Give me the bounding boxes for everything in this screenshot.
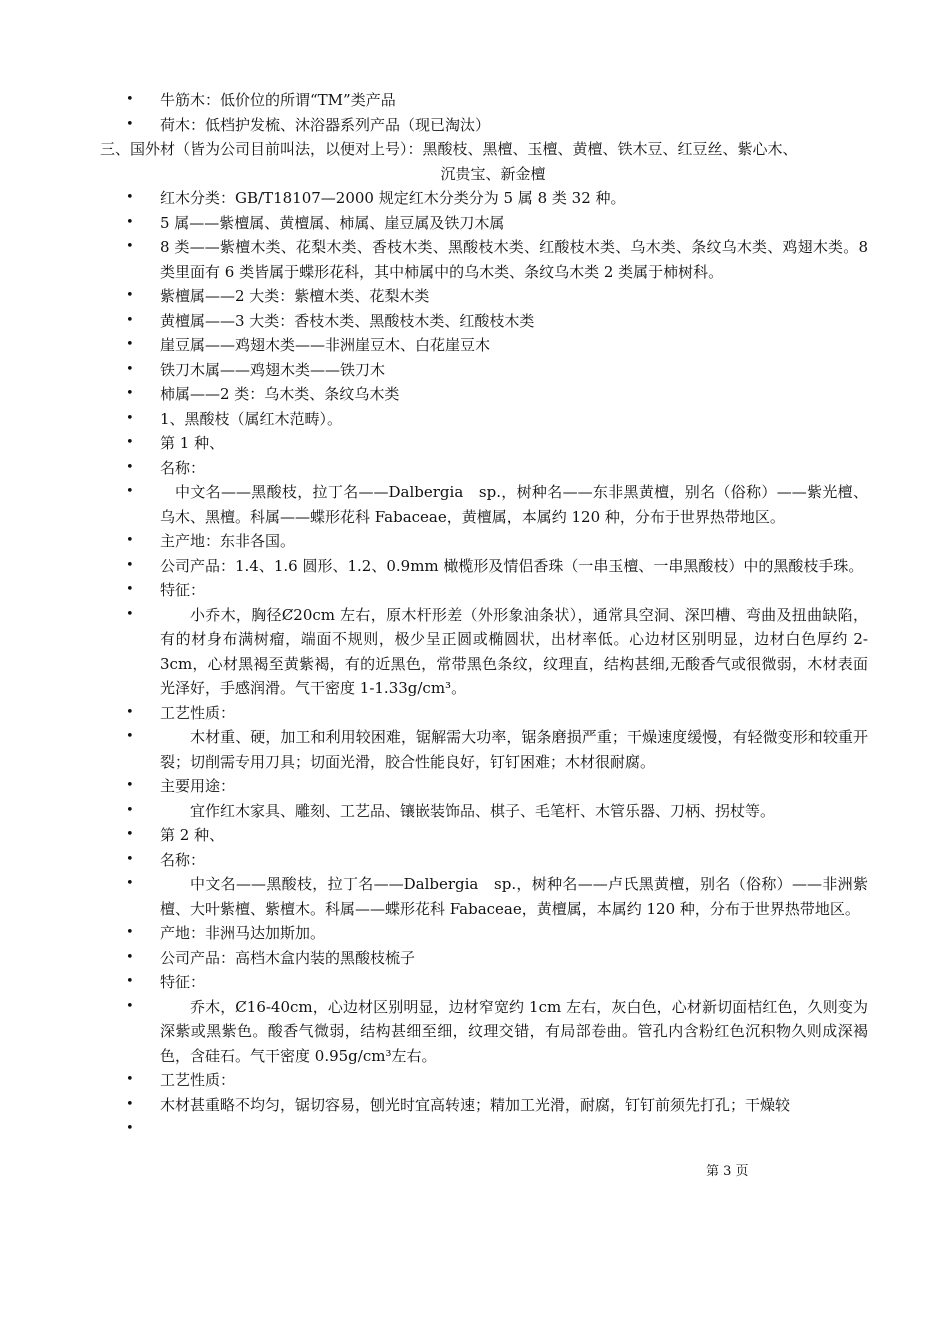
list-item xyxy=(120,921,868,946)
list-item-text: 红木分类：GB/T18107—2000 规定红木分类分为 5 属 8 类 32 种。 xyxy=(160,189,626,207)
list-item-text: 名称： xyxy=(160,850,206,869)
list-item xyxy=(120,725,868,774)
bullet-icon: • xyxy=(126,410,134,426)
list-item xyxy=(120,578,868,603)
list-item xyxy=(120,88,868,113)
list-item xyxy=(120,603,868,701)
bullet-icon: • xyxy=(126,386,134,401)
list-item-text: 铁刀木属——鸡翅木类——铁刀木 xyxy=(160,360,386,379)
list-item xyxy=(120,1068,868,1093)
list-item-text: 中文名——黑酸枝，拉丁名——Dalbergia sp.，树种名——卢氏黑黄檀，别名（俗称）——非洲紫檀、大叶紫檀、紫檀木。科属——蝶形花科 Fabaceae，黄檀属，本属约 120 种，分布于世界热带地区。 xyxy=(160,875,868,918)
bullet-icon: • xyxy=(126,288,134,303)
list-item xyxy=(120,946,868,971)
list-item xyxy=(120,211,868,236)
list-item xyxy=(120,799,868,824)
bullet-icon: • xyxy=(126,557,134,573)
list-item-text: 宜作红木家具、雕刻、工艺品、镶嵌装饰品、棋子、毛笔杆、木管乐器、刀柄、拐杖等。 xyxy=(190,801,776,820)
bullet-icon: • xyxy=(126,949,134,965)
list-item xyxy=(120,284,868,309)
list-item-text: 公司产品：1.4、1.6 圆形、1.2、0.9mm 橄榄形及情侣香珠（一串玉檀、一串黑酸枝）中的黑酸枝手珠。 xyxy=(160,556,864,575)
bullet-icon: • xyxy=(126,1096,134,1112)
bullet-icon: • xyxy=(126,974,134,989)
list-item xyxy=(120,529,868,554)
list-item-text: 工艺性质： xyxy=(160,703,236,722)
list-item xyxy=(120,333,868,358)
list-item xyxy=(120,774,868,799)
bullet-icon: • xyxy=(126,116,134,132)
bullet-icon: • xyxy=(126,361,134,377)
bullet-icon: • xyxy=(126,729,134,744)
list-item xyxy=(120,309,868,334)
list-item xyxy=(120,358,868,383)
list-item-text: 紫檀属——2 大类：紫檀木类、花梨木类 xyxy=(160,287,430,305)
list-item xyxy=(120,848,868,873)
list-item xyxy=(120,554,868,579)
list-item-text: 柿属——2 类：乌木类、条纹乌木类 xyxy=(160,385,400,403)
bullet-icon: • xyxy=(126,312,134,328)
list-item xyxy=(120,995,868,1069)
bullet-icon: • xyxy=(126,925,134,940)
list-item-text: 牛筋木：低价位的所谓“TM”类产品 xyxy=(160,91,396,109)
section-heading-line: 沉贵宝、新金檀 xyxy=(440,164,546,183)
bullet-icon: • xyxy=(126,704,134,720)
list-item xyxy=(120,186,868,211)
list-item-text: 特征： xyxy=(160,973,206,991)
list-item-text: 第 1 种、 xyxy=(160,434,225,452)
bullet-icon: • xyxy=(126,582,134,597)
bullet-icon: • xyxy=(126,484,134,499)
list-item xyxy=(120,382,868,407)
bullet-icon: • xyxy=(126,802,134,818)
list-item-text: 乔木，Ȼ16-40cm，心边材区别明显，边材窄宽约 1cm 左右，灰白色，心材新切面桔红色，久则变为深紫或黑紫色。酸香气微弱，结构甚细至细，纹理交错，有局部卷曲。管孔内含粉红色沉积物久则成深褐色，含硅石。气干密度 0.95g/cm³左右。 xyxy=(160,997,868,1065)
list-item-text: 木材甚重略不均匀，锯切容易，刨光时宜高转速；精加工光滑，耐腐，钉钉前须先打孔；干燥较 xyxy=(160,1095,791,1114)
bullet-icon: • xyxy=(126,435,134,450)
list-item-text: 工艺性质： xyxy=(160,1071,236,1089)
bullet-icon: • xyxy=(126,851,134,867)
bullet-icon: • xyxy=(126,1121,134,1136)
list-item-text: 木材重、硬，加工和利用较困难，锯解需大功率，锯条磨损严重；干燥速度缓慢，有轻微变形和较重开裂；切削需专用刀具；切面光滑，胶合性能良好，钉钉困难；木材很耐腐。 xyxy=(160,728,868,771)
list-item xyxy=(120,456,868,481)
list-item xyxy=(120,113,868,138)
bullet-icon: • xyxy=(126,533,134,548)
bullet-icon: • xyxy=(126,827,134,842)
list-item-text: 5 属——紫檀属、黄檀属、柿属、崖豆属及铁刀木属 xyxy=(160,213,505,232)
bullet-icon: • xyxy=(126,998,134,1014)
list-item xyxy=(120,480,868,529)
list-item-text: 黄檀属——3 大类：香枝木类、黑酸枝木类、红酸枝木类 xyxy=(160,311,535,330)
bullet-icon: • xyxy=(126,606,134,622)
bullet-icon: • xyxy=(126,778,134,793)
bullet-icon: • xyxy=(126,1072,134,1087)
bullet-icon: • xyxy=(126,239,134,254)
list-item xyxy=(120,407,868,432)
page-number: 第 3 页 xyxy=(706,1164,749,1179)
bullet-icon: • xyxy=(126,214,134,230)
list-item xyxy=(120,1093,868,1118)
list-item-text: 主产地：东非各国。 xyxy=(160,532,296,550)
list-item xyxy=(120,823,868,848)
list-item xyxy=(120,970,868,995)
list-item-text: 主要用途： xyxy=(160,777,236,795)
list-item xyxy=(120,872,868,921)
list-item xyxy=(120,431,868,456)
section-heading-line: 三、国外材（皆为公司目前叫法，以便对上号）：黑酸枝、黑檀、玉檀、黄檀、铁木豆、红豆丝、紫心木、 xyxy=(100,140,798,158)
list-item-text: 第 2 种、 xyxy=(160,826,225,844)
list-item-text: 8 类——紫檀木类、花梨木类、香枝木类、黑酸枝木类、红酸枝木类、乌木类、条纹乌木类、鸡翅木类。8 类里面有 6 类皆属于蝶形花科，其中柿属中的乌木类、条纹乌木类 2 类属于柿树科。 xyxy=(160,238,868,281)
section-heading xyxy=(100,137,886,186)
list-item-text: 名称： xyxy=(160,458,206,477)
list-item-text: 崖豆属——鸡翅木类——非洲崖豆木、白花崖豆木 xyxy=(160,336,491,354)
list-item-text: 1、黑酸枝（属红木范畴）。 xyxy=(160,409,343,428)
list-item-text: 公司产品：高档木盒内装的黑酸枝梳子 xyxy=(160,948,416,967)
bullet-icon: • xyxy=(126,92,134,107)
document-body xyxy=(100,88,868,1136)
list-item xyxy=(120,235,868,284)
list-item xyxy=(120,701,868,726)
bullet-icon: • xyxy=(126,337,134,352)
bullet-icon: • xyxy=(126,876,134,891)
list-item-text: 产地：非洲马达加斯加。 xyxy=(160,924,326,942)
bullet-icon: • xyxy=(126,190,134,205)
list-item-text: 荷木：低档护发梳、沐浴器系列产品（现已淘汰） xyxy=(160,115,491,134)
list-item-text: 特征： xyxy=(160,581,206,599)
list-item-text: 小乔木，胸径Ȼ20cm 左右，原木杆形差（外形象油条状），通常具空洞、深凹槽、弯曲及扭曲缺陷，有的材身布满树瘤，端面不规则，极少呈正圆或椭圆状，出材率低。心边材区别明显，边材白色厚约 2-3cm，心材黑褐至黄紫褐，有的近黑色，常带黑色条纹，纹理直，结构甚细,无酸香气或很微弱，木材表面光泽好，手感润滑。气干密度 1-1.33g/cm³。 xyxy=(160,605,868,697)
list-item-text: 中文名——黑酸枝，拉丁名——Dalbergia sp.，树种名——东非黑黄檀，别名（俗称）——紫光檀、乌木、黑檀。科属——蝶形花科 Fabaceae，黄檀属，本属约 120 种，分布于世界热带地区。 xyxy=(160,483,868,526)
bullet-icon: • xyxy=(126,459,134,475)
